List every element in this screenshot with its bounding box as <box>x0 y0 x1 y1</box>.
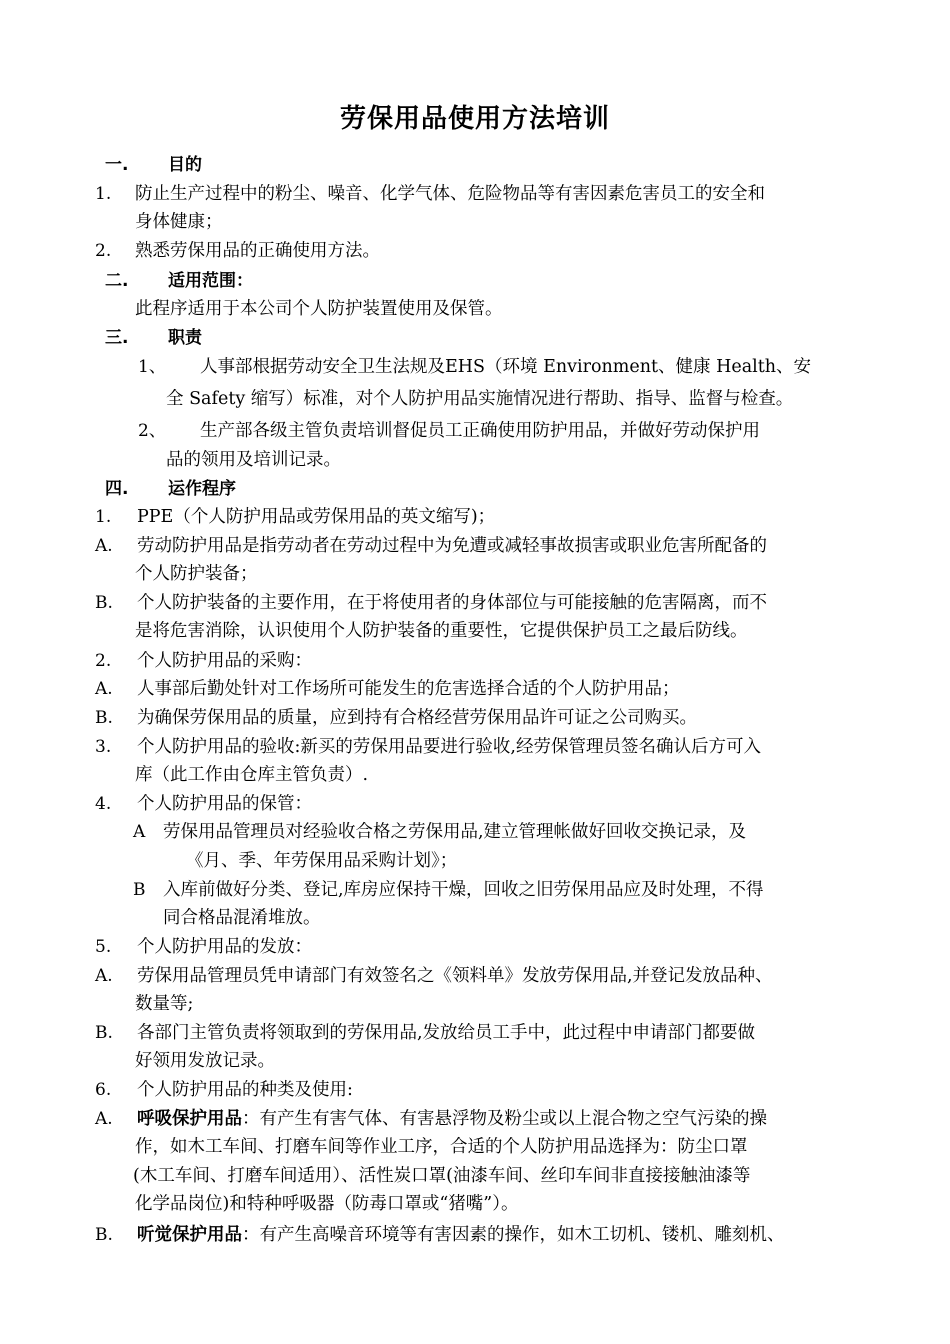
resp-2-line-2: 品的领用及培训记录。 <box>166 450 341 470</box>
section-1-number: 一. <box>105 155 129 175</box>
resp-1-line-1: 人事部根据劳动安全卫生法规及EHS（环境 Environment、健康 Health、安 <box>200 357 812 377</box>
op-4b-number: B <box>133 880 146 900</box>
item-2-number: 2. <box>95 241 112 261</box>
page-title: 劳保用品使用方法培训 <box>339 104 610 134</box>
op-4a-line-1: 劳保用品管理员对经验收合格之劳保用品,建立管理帐做好回收交换记录，及 <box>163 822 747 842</box>
op-1-number: 1. <box>95 507 112 527</box>
op-4b-line-1: 入库前做好分类、登记,库房应保持干燥，回收之旧劳保用品应及时处理，不得 <box>163 880 764 900</box>
op-4-line-1: 个人防护用品的保管： <box>137 794 312 814</box>
op-6a-line-4: 化学品岗位)和特种呼吸器（防毒口罩或“猪嘴”）。 <box>135 1194 519 1214</box>
op-2-number: 2. <box>95 651 112 671</box>
op-5-line-1: 个人防护用品的发放： <box>137 937 312 957</box>
op-2b-line-1: 为确保劳保用品的质量，应到持有合格经营劳保用品许可证之公司购买。 <box>137 708 697 728</box>
resp-2-number: 2、 <box>138 421 166 441</box>
section-2-number: 二. <box>105 271 129 291</box>
op-4b-line-2: 同合格品混淆堆放。 <box>163 908 321 928</box>
op-4a-line-2: 《月、季、年劳保用品采购计划》； <box>186 851 458 871</box>
op-5a-line-1: 劳保用品管理员凭申请部门有效签名之《领料单》发放劳保用品,并登记发放品种、 <box>137 966 773 986</box>
op-3-number: 3. <box>95 737 112 757</box>
op-2b-number: B. <box>95 708 113 728</box>
op-6b-line-1-text: ：有产生高噪音环境等有害因素的操作，如木工切机、镂机、雕刻机、 <box>242 1225 785 1245</box>
section-4-heading: 运作程序 <box>168 479 236 499</box>
resp-1-line-2: 全 Safety 缩写）标准，对个人防护用品实施情况进行帮助、指导、监督与检查。 <box>166 389 794 409</box>
op-1a-line-1: 劳动防护用品是指劳动者在劳动过程中为免遭或减轻事故损害或职业危害所配备的 <box>137 536 767 556</box>
section-4-number: 四. <box>105 479 129 499</box>
op-6a-number: A. <box>95 1109 113 1129</box>
item-2-line-1: 熟悉劳保用品的正确使用方法。 <box>135 241 380 261</box>
resp-1-number: 1、 <box>138 357 166 377</box>
op-6b-number: B. <box>95 1225 113 1245</box>
op-5b-number: B. <box>95 1023 113 1043</box>
op-6a-bold-term: 呼吸保护用品 <box>137 1109 242 1129</box>
op-5b-line-2: 好领用发放记录。 <box>135 1051 275 1071</box>
op-2a-number: A. <box>95 679 113 699</box>
op-3-line-2: 库（此工作由仓库主管负责）. <box>135 765 369 785</box>
section-2-heading: 适用范围： <box>168 271 253 291</box>
op-4-number: 4. <box>95 794 112 814</box>
op-1a-number: A. <box>95 536 113 556</box>
op-5a-number: A. <box>95 966 113 986</box>
section-3-number: 三. <box>105 328 129 348</box>
op-4a-number: A <box>133 822 146 842</box>
op-1b-line-1: 个人防护装备的主要作用，在于将使用者的身体部位与可能接触的危害隔离，而不 <box>137 593 767 613</box>
op-1b-line-2: 是将危害消除，认识使用个人防护装备的重要性，它提供保护员工之最后防线。 <box>135 621 748 641</box>
section-2-text: 此程序适用于本公司个人防护装置使用及保管。 <box>135 299 503 319</box>
op-6a-line-3: (木工车间、打磨车间适用）、活性炭口罩(油漆车间、丝印车间非直接接触油漆等 <box>133 1166 751 1186</box>
op-6a-line-2: 作，如木工车间、打磨车间等作业工序，合适的个人防护用品选择为：防尘口罩 <box>135 1137 748 1157</box>
op-6a-line-1 <box>137 1108 767 1130</box>
op-6-number: 6. <box>95 1080 112 1100</box>
op-1b-number: B. <box>95 593 113 613</box>
op-1-line-1: PPE（个人防护用品或劳保用品的英文缩写)； <box>137 507 496 527</box>
op-3-line-1: 个人防护用品的验收:新买的劳保用品要进行验收,经劳保管理员签名确认后方可入 <box>137 737 761 757</box>
op-2-line-1: 个人防护用品的采购： <box>137 651 312 671</box>
op-2a-line-1: 人事部后勤处针对工作场所可能发生的危害选择合适的个人防护用品； <box>137 679 680 699</box>
op-6a-line-1-text: ：有产生有害气体、有害悬浮物及粉尘或以上混合物之空气污染的操 <box>242 1109 767 1129</box>
section-3-heading: 职责 <box>168 328 202 348</box>
resp-2-line-1: 生产部各级主管负责培训督促员工正确使用防护用品，并做好劳动保护用 <box>200 421 760 441</box>
op-5-number: 5. <box>95 937 112 957</box>
section-1-heading: 目的 <box>168 155 202 175</box>
item-1-line-2: 身体健康； <box>135 212 223 232</box>
item-1-line-1: 防止生产过程中的粉尘、噪音、化学气体、危险物品等有害因素危害员工的安全和 <box>135 184 765 204</box>
op-1a-line-2: 个人防护装备； <box>135 564 258 584</box>
item-1-number: 1. <box>95 184 112 204</box>
op-6-line-1: 个人防护用品的种类及使用: <box>137 1080 353 1100</box>
op-6b-line-1 <box>137 1224 785 1246</box>
op-5a-line-2: 数量等; <box>135 994 194 1014</box>
op-6b-bold-term: 听觉保护用品 <box>137 1225 242 1245</box>
op-5b-line-1: 各部门主管负责将领取到的劳保用品,发放给员工手中，此过程中申请部门都要做 <box>137 1023 756 1043</box>
